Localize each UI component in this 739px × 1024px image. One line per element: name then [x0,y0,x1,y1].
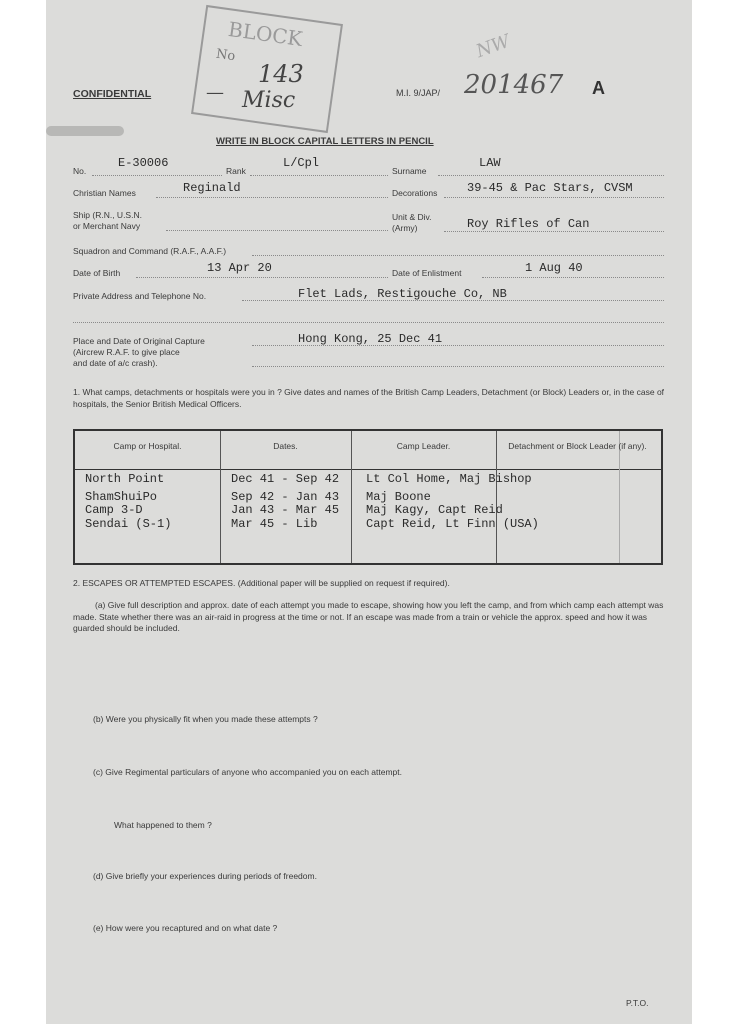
surname-label: Surname [392,166,427,176]
question-2c-followup: What happened to them ? [114,820,212,830]
table-header-detachment: Detachment or Block Leader (if any). [508,441,647,451]
address-label: Private Address and Telephone No. [73,291,207,301]
stamp-misc: Misc [242,88,296,113]
table-header-leader: Camp Leader. [396,441,451,451]
decorations-label: Decorations [392,188,438,198]
table-header-dates: Dates. [273,441,298,451]
christian-underline [156,197,388,198]
file-suffix: A [592,78,605,98]
rank-label: Rank [226,166,246,176]
address-value: Flet Lads, Restigouche Co, NB [298,287,507,301]
form-reference: M.I. 9/JAP/ [396,88,441,98]
table-cell-camp: North Point [85,472,165,486]
no-underline [92,175,222,176]
stamp-no: No [215,46,237,65]
table-cell-dates: Sep 42 - Jan 43 [231,490,340,504]
unit-value: Roy Rifles of Can [467,217,590,231]
table-cell-leader: Lt Col Home, Maj Bishop [366,472,532,486]
table-col-divider-3 [496,431,497,563]
enlistment-value: 1 Aug 40 [525,261,583,275]
capture-underline-2 [252,366,664,367]
table-cell-camp: ShamShuiPo [85,490,158,504]
question-2b: (b) Were you physically fit when you made these attempts ? [93,714,318,724]
question-2-heading: 2. ESCAPES OR ATTEMPTED ESCAPES. (Additional paper will be supplied on request if required). [73,578,450,588]
squadron-underline [252,255,664,256]
handwritten-mark: NW [473,30,513,63]
question-2a: (a) Give full description and approx. date of each attempt you made to escape, showing how you left the camp, and from which camp each attempt was made. State whether there was an air-raid in progress at the time or not. If an escape was made from a train or vehicle the approx. speed and how it was guarded should be included. [73,600,664,633]
question-2c: (c) Give Regimental particulars of anyone who accompanied you on each attempt. [93,767,402,777]
dob-label: Date of Birth [73,268,121,278]
table-cell-leader: Capt Reid, Lt Finn (USA) [366,517,539,531]
dob-underline [136,277,388,278]
question-1: 1. What camps, detachments or hospitals were you in ? Give dates and names of the British Camp Leaders, Detachment (or Block) Leaders or, in the case of hospitals, the Senior British Medical Officers. [73,387,665,409]
decorations-value: 39-45 & Pac Stars, CVSM [467,181,633,195]
ship-underline [166,230,388,231]
surname-value: LAW [479,156,501,170]
table-cell-leader: Maj Boone [366,490,431,504]
question-2e: (e) How were you recaptured and on what date ? [93,923,278,933]
table-cell-dates: Jan 43 - Mar 45 [231,503,340,517]
table-header-divider [75,469,661,470]
unit-label-1: Unit & Div. [392,212,432,222]
punch-mark [46,126,124,136]
handwritten-dash: — [206,82,224,103]
question-2d: (d) Give briefly your experiences during periods of freedom. [93,871,317,881]
dob-value: 13 Apr 20 [207,261,272,275]
capture-label-3: and date of a/c crash). [73,358,158,368]
stamp-number: 143 [258,60,304,88]
file-number: 201467 [464,70,564,100]
christian-names-label: Christian Names [73,188,136,198]
christian-names-value: Reginald [183,181,241,195]
squadron-label: Squadron and Command (R.A.F., A.A.F.) [73,246,227,256]
rank-value: L/Cpl [283,156,320,170]
confidential-label: CONFIDENTIAL [73,88,152,100]
rank-underline [250,175,388,176]
table-cell-dates: Mar 45 - Lib [231,517,318,531]
capture-label-1: Place and Date of Original Capture [73,336,205,346]
enlistment-underline [482,277,664,278]
table-cell-camp: Camp 3-D [85,503,143,517]
surname-underline [438,175,664,176]
decorations-underline [444,197,664,198]
table-cell-leader: Maj Kagy, Capt Reid [366,503,503,517]
table-cell-dates: Dec 41 - Sep 42 [231,472,340,486]
no-label: No. [73,166,87,176]
form-page [46,0,692,1024]
instruction-heading: WRITE IN BLOCK CAPITAL LETTERS IN PENCIL [216,136,434,147]
ship-label-1: Ship (R.N., U.S.N. [73,210,142,220]
table-cell-camp: Sendai (S-1) [85,517,172,531]
table-header-camp: Camp or Hospital. [113,441,182,451]
unit-underline [444,231,664,232]
unit-label-2: (Army) [392,223,418,233]
address-underline-2 [73,322,664,323]
enlistment-label: Date of Enlistment [392,268,462,278]
no-value: E-30006 [118,156,169,170]
pto-label: P.T.O. [626,998,649,1008]
capture-label-2: (Aircrew R.A.F. to give place [73,347,180,357]
ship-label-2: or Merchant Navy [73,221,141,231]
camps-table [73,429,663,565]
capture-value: Hong Kong, 25 Dec 41 [298,332,443,346]
stamp-word: BLOCK [226,16,304,52]
